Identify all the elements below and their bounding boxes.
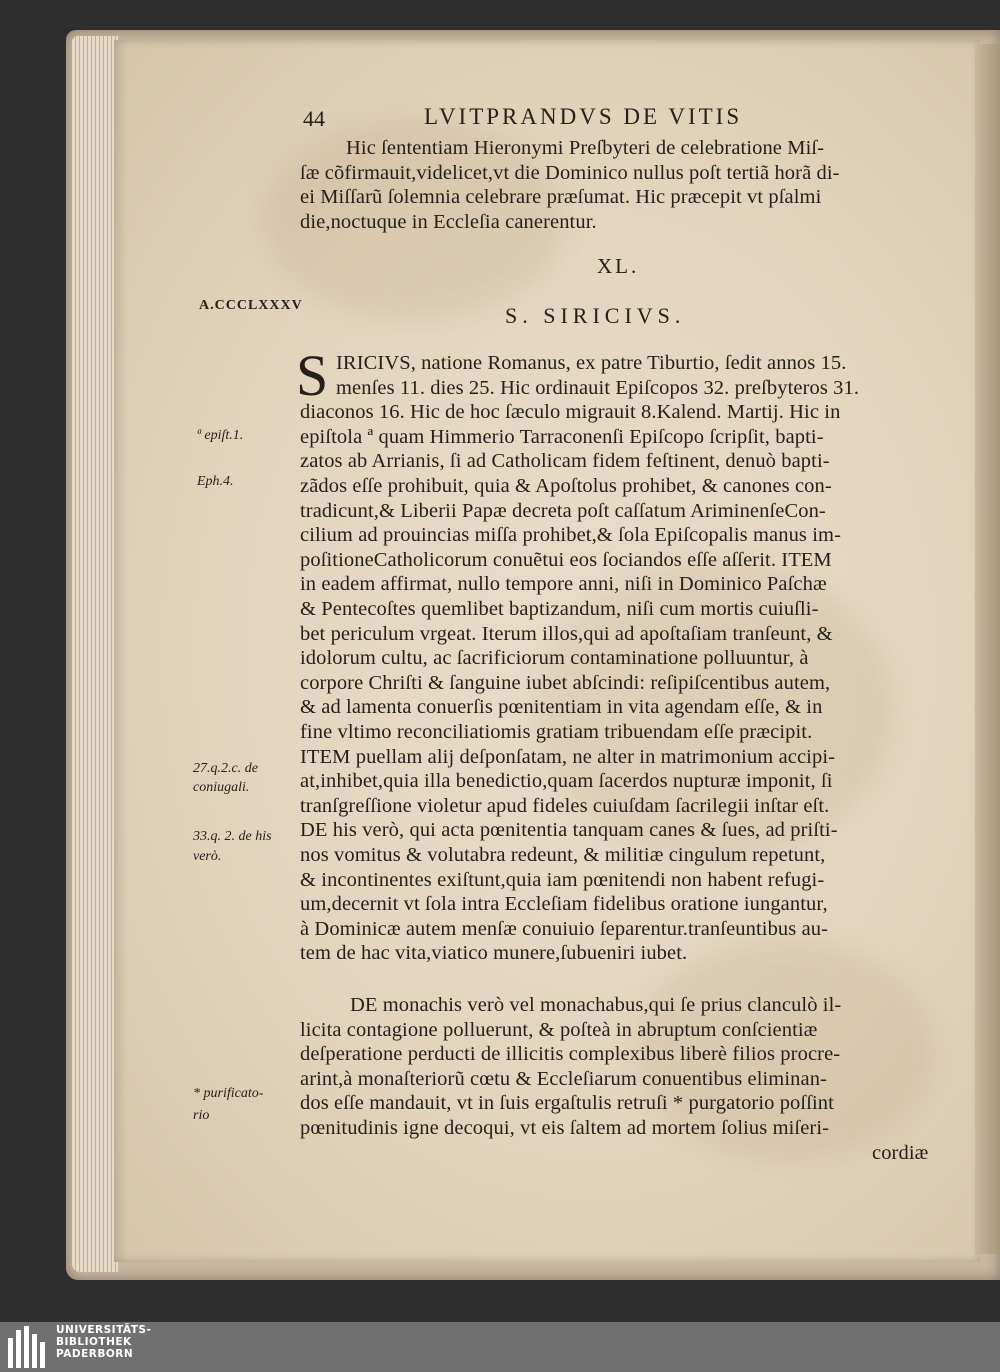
page-number: 44	[303, 106, 325, 131]
text-line: fine vltimo reconciliatiomis gratiam tribuendam eſſe præcipit.	[300, 721, 813, 743]
margin-note-27-a: 27.q.2.c. de	[193, 761, 258, 776]
margin-note-purif-b: rio	[193, 1108, 210, 1123]
text-line: & ad lamenta conuerſis pœnitentiam in vita agendam eſſe, & in	[300, 696, 823, 719]
library-name-line2: BIBLIOTHEK	[56, 1336, 132, 1348]
text-line: um,decernit vt ſola intra Eccleſiam fidelibus oratione iungantur,	[300, 893, 828, 916]
text-line: in eadem affirmat, nullo tempore anni, niſi in Dominico Paſchæ	[300, 573, 827, 596]
text-line: poſitioneCatholicorum conuẽtui eos ſociandos eſſe aſſerit. ITEM	[300, 548, 832, 571]
text-line: & Pentecoſtes quemlibet baptizandum, niſi cum mortis cuiuſli-	[300, 598, 819, 620]
text-line: & incontinentes exiſtunt,quia iam pœnitendi non habent refugi-	[300, 868, 825, 891]
library-name-line3: PADERBORN	[56, 1348, 134, 1360]
text-line: arint,à monaſteriorũ cœtu & Eccleſiarum conuentibus eliminan-	[300, 1067, 827, 1090]
text-line: menſes 11. dies 25. Hic ordinauit Epiſcopos 32. preſbyteros 31.	[336, 376, 860, 399]
text-line: tradicunt,& Liberii Papæ decreta poſt caſſatum AriminenſeCon-	[300, 499, 826, 522]
library-name	[56, 1324, 151, 1360]
catchword: cordiæ	[872, 1142, 929, 1164]
margin-note-eph: Eph.4.	[197, 474, 234, 489]
text-line: pœnitudinis igne decoqui, vt eis ſaltem ad mortem ſolius miſeri-	[300, 1117, 830, 1139]
margin-note-epist: ª epiſt.1.	[197, 428, 244, 443]
text-line: ei Miſſarũ ſolemnia celebrare præſumat. Hic præcepit vt pſalmi	[300, 186, 822, 208]
text-line: à Dominicæ autem menſæ conuiuio ſeparentur.tranſeuntibus au-	[300, 917, 829, 940]
text-line: DE monachis verò vel monachabus,qui ſe prius clanculò il-	[350, 994, 842, 1016]
text-line: at,inhibet,quia illa benedictio,quam ſacerdos nupturæ imponit, ſi	[300, 770, 833, 793]
text-line: idolorum cultu, ac ſacrificiorum contaminatione polluuntur, à	[300, 647, 809, 670]
text-line: zatos ab Arrianis, ſi ad Catholicam fidem feſtinent, denuò bapti-	[300, 450, 830, 473]
library-name-line1: UNIVERSITÄTS-	[56, 1324, 152, 1336]
text-line: deſperatione perducti de illicitis complexibus liberè filios procre-	[300, 1043, 841, 1066]
text-line: Hic ſententiam Hieronymi Preſbyteri de celebratione Miſ-	[346, 137, 825, 159]
text-line: corpore Chriſti & ſanguine iubet abſcindi: reſipiſcentibus autem,	[300, 671, 831, 694]
text-line: nos vomitus & volutabra redeunt, & militiæ cingulum repetunt,	[300, 844, 826, 866]
chapter-title: S. SIRICIVS.	[505, 303, 686, 328]
margin-note-purif-a: * purificato-	[193, 1086, 264, 1101]
text-line: cilium ad prouincias miſſa prohibet,& ſola Epiſcopalis manus im-	[300, 524, 842, 547]
text-line: ſæ cõfirmauit,videlicet,vt die Dominico nullus poſt tertiã horã di-	[300, 161, 840, 184]
margin-year: A.CCCLXXXV	[199, 298, 303, 313]
margin-note-33-a: 33.q. 2. de his	[193, 829, 272, 844]
running-title: LVITPRANDVS DE VITIS	[424, 104, 743, 129]
text-line: DE his verò, qui acta pœnitentia tanquam canes & ſues, ad priſti-	[300, 819, 838, 842]
text-line: epiſtola ª quam Himmerio Tarraconenſi Epiſcopo ſcripſit, bapti-	[300, 425, 824, 448]
text-line: zãdos eſſe prohibuit, quia & Apoſtolus prohibet, & canones con-	[300, 475, 832, 497]
text-line: die,noctuque in Eccleſia canerentur.	[300, 210, 597, 233]
text-line: IRICIVS, natione Romanus, ex patre Tiburtio, ſedit annos 15.	[336, 352, 847, 374]
chapter-number: XL.	[597, 254, 640, 278]
text-line: tem de hac vita,viatico munere,ſubueniri iubet.	[300, 942, 688, 965]
text-line: diaconos 16. Hic de hoc ſæculo migrauit 8.Kalend. Martij. Hic in	[300, 401, 841, 424]
library-logo-icon	[8, 1326, 50, 1368]
text-line: bet periculum vrgeat. Iterum illos,qui ad apoſtaſiam tranſeunt, &	[300, 622, 833, 645]
text-line: ITEM puellam alij deſponſatam, ne alter in matrimonium accipi-	[300, 745, 836, 768]
text-line: tranſgreſſione violetur apud fideles cuiuſdam ſacrilegii inſtar eſt.	[300, 794, 830, 817]
margin-note-27-b: coniugali.	[193, 780, 250, 795]
drop-capital: S	[296, 343, 329, 408]
text-line: licita contagione polluerunt, & poſteà in abruptum conſcientiæ	[300, 1018, 818, 1041]
margin-note-33-b: verò.	[193, 849, 222, 864]
text-line: dos eſſe mandauit, vt in ſuis ergaſtulis retruſi * purgatorio poſſint	[300, 1092, 834, 1115]
